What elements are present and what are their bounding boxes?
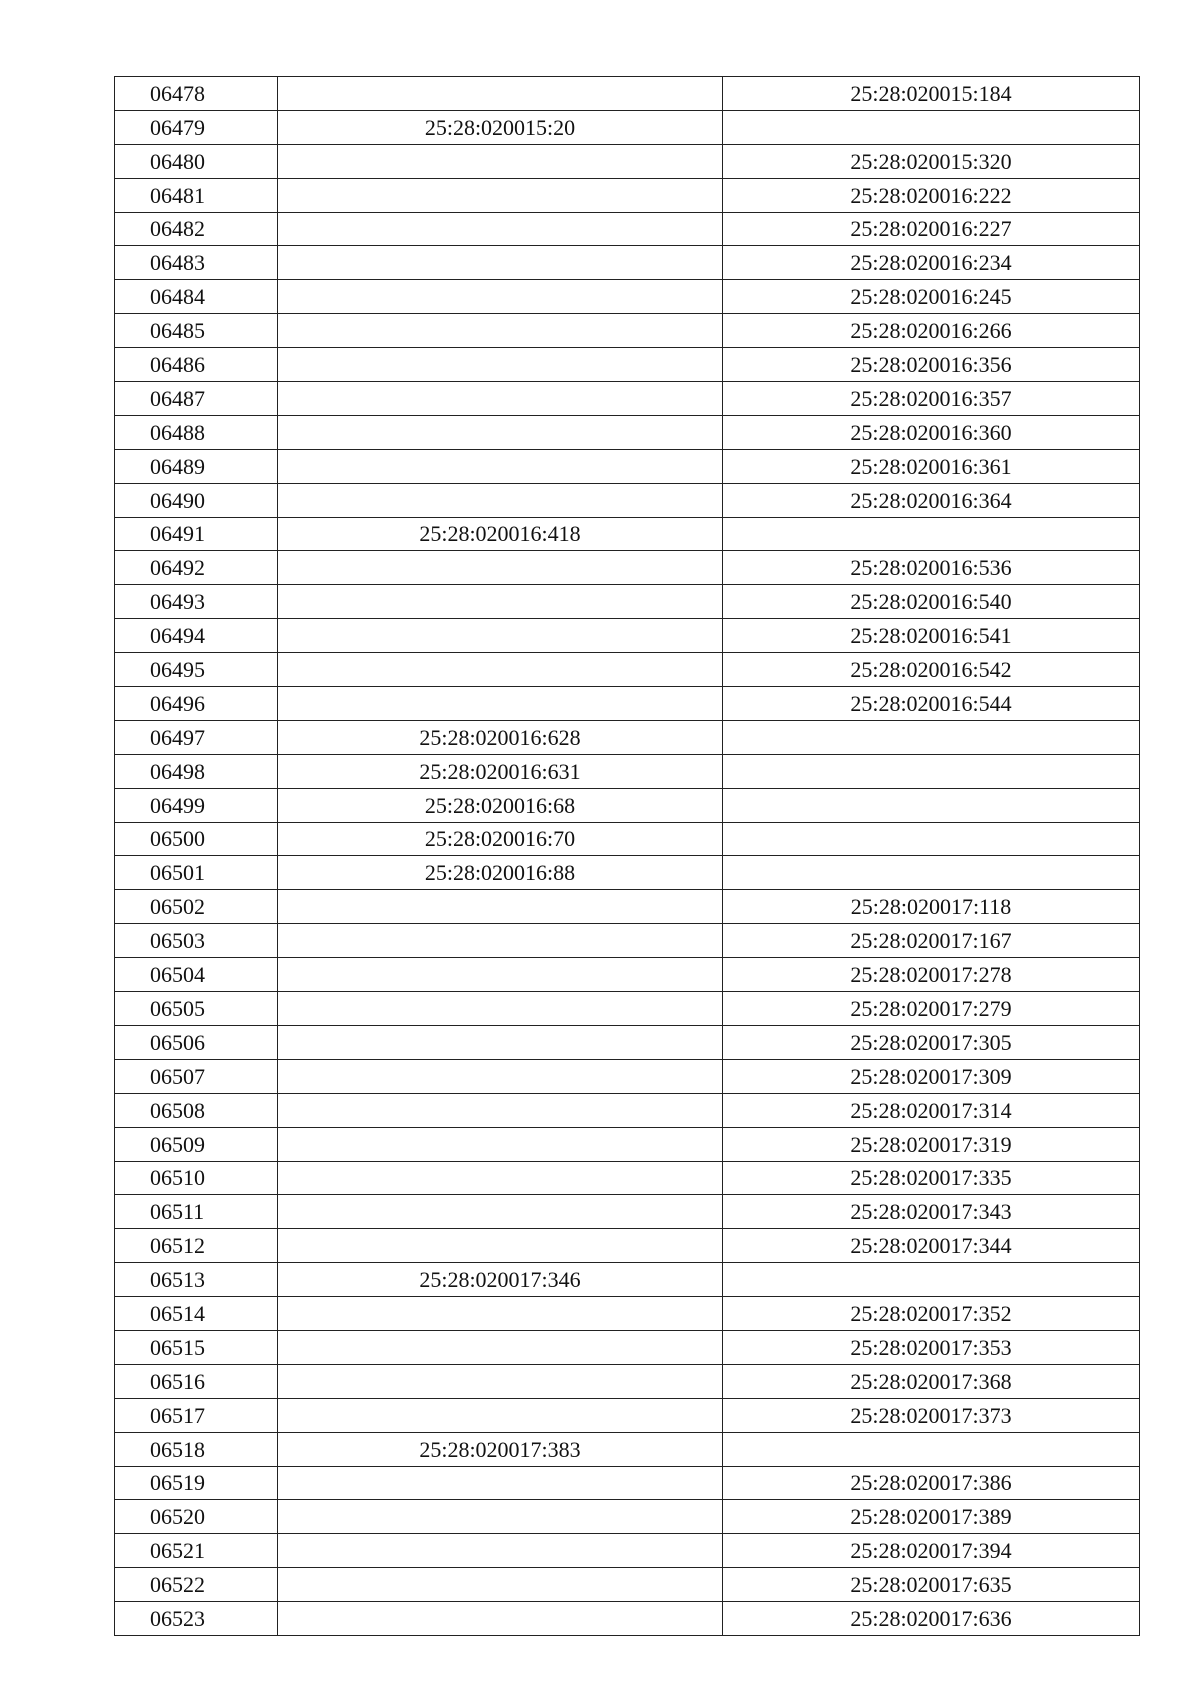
cadastral-number-b: 25:28:020016:541 — [850, 623, 1012, 649]
row-number-cell: 06491 — [115, 517, 278, 551]
cadastral-number-cell-b — [723, 754, 1140, 788]
cadastral-number-b: 25:28:020017:343 — [850, 1199, 1012, 1225]
cadastral-number-cell-a — [278, 1568, 723, 1602]
row-number-cell: 06520 — [115, 1500, 278, 1534]
row-number-cell: 06508 — [115, 1093, 278, 1127]
cadastral-number-cell-b — [723, 1229, 1140, 1263]
cadastral-number-cell-a — [278, 280, 723, 314]
cadastral-number-cell-b — [723, 958, 1140, 992]
cadastral-number-b: 25:28:020017:373 — [850, 1402, 1012, 1428]
row-number-cell: 06502 — [115, 890, 278, 924]
cadastral-number-cell-a — [278, 890, 723, 924]
cadastral-number-a: 25:28:020015:20 — [424, 114, 576, 140]
cadastral-number-cell-b — [723, 856, 1140, 890]
table-row — [115, 212, 1140, 246]
cadastral-number-cell-a — [278, 1330, 723, 1364]
cadastral-number-cell-a — [278, 246, 723, 280]
cadastral-number-b: 25:28:020017:394 — [850, 1538, 1012, 1564]
cadastral-number-b: 25:28:020017:636 — [850, 1605, 1012, 1631]
cadastral-number-cell-b — [723, 551, 1140, 585]
cadastral-number-cell-a — [278, 110, 723, 144]
cadastral-number-b: 25:28:020016:357 — [850, 385, 1012, 411]
table-row — [115, 822, 1140, 856]
cadastral-number-cell-b — [723, 1432, 1140, 1466]
cadastral-number-cell-a — [278, 348, 723, 382]
cadastral-number-table — [114, 76, 1140, 1636]
cadastral-number-cell-b — [723, 1466, 1140, 1500]
cadastral-number-cell-a — [278, 958, 723, 992]
cadastral-number-b: 25:28:020017:635 — [850, 1572, 1012, 1598]
cadastral-number-cell-b — [723, 280, 1140, 314]
row-number-cell: 06498 — [115, 754, 278, 788]
row-number-cell: 06507 — [115, 1059, 278, 1093]
cadastral-number-b: 25:28:020017:167 — [850, 928, 1012, 954]
cadastral-number-cell-b — [723, 619, 1140, 653]
row-number-cell: 06516 — [115, 1364, 278, 1398]
table-row — [115, 1466, 1140, 1500]
row-number-cell: 06497 — [115, 720, 278, 754]
table-row — [115, 77, 1140, 111]
cadastral-number-cell-a — [278, 619, 723, 653]
cadastral-number-cell-b — [723, 1161, 1140, 1195]
cadastral-number-b: 25:28:020017:278 — [850, 962, 1012, 988]
table-row — [115, 110, 1140, 144]
cadastral-number-cell-a — [278, 1059, 723, 1093]
cadastral-number-cell-a — [278, 178, 723, 212]
cadastral-number-cell-b — [723, 585, 1140, 619]
cadastral-number-b: 25:28:020016:356 — [850, 352, 1012, 378]
row-number-cell: 06505 — [115, 992, 278, 1026]
cadastral-number-cell-a — [278, 992, 723, 1026]
table-row — [115, 788, 1140, 822]
row-number-cell: 06492 — [115, 551, 278, 585]
row-number-cell: 06490 — [115, 483, 278, 517]
cadastral-number-cell-b — [723, 1568, 1140, 1602]
cadastral-number-cell-b — [723, 77, 1140, 111]
cadastral-number-cell-a — [278, 1195, 723, 1229]
cadastral-number-cell-a — [278, 1466, 723, 1500]
cadastral-number-cell-a — [278, 1297, 723, 1331]
table-row — [115, 754, 1140, 788]
row-number-cell: 06514 — [115, 1297, 278, 1331]
table-row — [115, 958, 1140, 992]
row-number-cell: 06506 — [115, 1025, 278, 1059]
cadastral-number-a: 25:28:020017:346 — [419, 1267, 581, 1293]
table-row — [115, 856, 1140, 890]
cadastral-number-b: 25:28:020017:319 — [850, 1131, 1012, 1157]
table-row — [115, 415, 1140, 449]
table-row — [115, 483, 1140, 517]
row-number-cell: 06495 — [115, 653, 278, 687]
cadastral-number-b: 25:28:020015:184 — [850, 80, 1012, 106]
cadastral-number-b: 25:28:020016:542 — [850, 657, 1012, 683]
table-row — [115, 1297, 1140, 1331]
row-number-cell: 06503 — [115, 924, 278, 958]
row-number-cell: 06504 — [115, 958, 278, 992]
table-row — [115, 992, 1140, 1026]
row-number-cell: 06479 — [115, 110, 278, 144]
table-row — [115, 890, 1140, 924]
row-number-cell: 06493 — [115, 585, 278, 619]
cadastral-number-b: 25:28:020017:389 — [850, 1504, 1012, 1530]
cadastral-number-b: 25:28:020016:234 — [850, 250, 1012, 276]
row-number-cell: 06521 — [115, 1534, 278, 1568]
cadastral-number-a: 25:28:020016:418 — [419, 521, 581, 547]
cadastral-number-a: 25:28:020016:88 — [424, 860, 576, 886]
cadastral-number-cell-a — [278, 483, 723, 517]
cadastral-number-a: 25:28:020017:383 — [419, 1436, 581, 1462]
cadastral-number-b: 25:28:020017:353 — [850, 1334, 1012, 1360]
cadastral-number-cell-a — [278, 449, 723, 483]
cadastral-number-cell-a — [278, 551, 723, 585]
row-number-cell: 06512 — [115, 1229, 278, 1263]
row-number-cell: 06500 — [115, 822, 278, 856]
cadastral-number-b: 25:28:020017:118 — [850, 894, 1012, 920]
table-row — [115, 1364, 1140, 1398]
cadastral-number-cell-b — [723, 348, 1140, 382]
cadastral-number-cell-a — [278, 1534, 723, 1568]
cadastral-number-b: 25:28:020016:360 — [850, 419, 1012, 445]
cadastral-number-b: 25:28:020016:540 — [850, 589, 1012, 615]
row-number-cell: 06485 — [115, 314, 278, 348]
table-row — [115, 687, 1140, 721]
cadastral-number-cell-a — [278, 1161, 723, 1195]
cadastral-number-cell-a — [278, 1432, 723, 1466]
table-row — [115, 1161, 1140, 1195]
cadastral-number-cell-b — [723, 1127, 1140, 1161]
cadastral-number-b: 25:28:020017:352 — [850, 1300, 1012, 1326]
cadastral-number-cell-a — [278, 144, 723, 178]
cadastral-number-cell-b — [723, 314, 1140, 348]
table-row — [115, 144, 1140, 178]
row-number-cell: 06496 — [115, 687, 278, 721]
cadastral-number-cell-b — [723, 1263, 1140, 1297]
cadastral-number-cell-a — [278, 1025, 723, 1059]
cadastral-number-cell-b — [723, 144, 1140, 178]
table-row — [115, 382, 1140, 416]
cadastral-number-b: 25:28:020016:364 — [850, 487, 1012, 513]
table-row — [115, 1195, 1140, 1229]
row-number-cell: 06523 — [115, 1602, 278, 1636]
table-body — [115, 77, 1140, 1636]
table-row — [115, 178, 1140, 212]
row-number-cell: 06483 — [115, 246, 278, 280]
cadastral-number-cell-a — [278, 415, 723, 449]
cadastral-number-cell-a — [278, 1093, 723, 1127]
cadastral-number-a: 25:28:020016:628 — [419, 724, 581, 750]
cadastral-number-cell-a — [278, 382, 723, 416]
table-row — [115, 619, 1140, 653]
table-row — [115, 246, 1140, 280]
cadastral-number-cell-b — [723, 1398, 1140, 1432]
table-row — [115, 1263, 1140, 1297]
cadastral-number-cell-a — [278, 1364, 723, 1398]
cadastral-number-b: 25:28:020015:320 — [850, 148, 1012, 174]
table-row — [115, 551, 1140, 585]
table-row — [115, 348, 1140, 382]
cadastral-number-b: 25:28:020016:361 — [850, 453, 1012, 479]
table-row — [115, 1025, 1140, 1059]
row-number-cell: 06513 — [115, 1263, 278, 1297]
cadastral-number-b: 25:28:020017:368 — [850, 1368, 1012, 1394]
cadastral-number-b: 25:28:020016:227 — [850, 216, 1012, 242]
row-number-cell: 06522 — [115, 1568, 278, 1602]
table-row — [115, 1127, 1140, 1161]
row-number-cell: 06480 — [115, 144, 278, 178]
cadastral-number-cell-a — [278, 77, 723, 111]
cadastral-number-cell-b — [723, 822, 1140, 856]
cadastral-number-cell-b — [723, 212, 1140, 246]
cadastral-number-b: 25:28:020017:305 — [850, 1029, 1012, 1055]
row-number-cell: 06499 — [115, 788, 278, 822]
cadastral-number-cell-b — [723, 449, 1140, 483]
table-row — [115, 1059, 1140, 1093]
table-row — [115, 449, 1140, 483]
row-number-cell: 06517 — [115, 1398, 278, 1432]
cadastral-number-cell-a — [278, 720, 723, 754]
cadastral-number-b: 25:28:020017:309 — [850, 1063, 1012, 1089]
cadastral-number-cell-a — [278, 314, 723, 348]
cadastral-number-a: 25:28:020016:631 — [419, 758, 581, 784]
cadastral-number-cell-b — [723, 1025, 1140, 1059]
cadastral-number-a: 25:28:020016:68 — [424, 792, 576, 818]
cadastral-number-b: 25:28:020016:245 — [850, 284, 1012, 310]
row-number-cell: 06518 — [115, 1432, 278, 1466]
cadastral-number-cell-a — [278, 585, 723, 619]
row-number-cell: 06510 — [115, 1161, 278, 1195]
table-row — [115, 1500, 1140, 1534]
table-row — [115, 720, 1140, 754]
cadastral-number-cell-a — [278, 653, 723, 687]
cadastral-number-cell-b — [723, 890, 1140, 924]
cadastral-number-b: 25:28:020017:335 — [850, 1165, 1012, 1191]
cadastral-number-cell-a — [278, 517, 723, 551]
cadastral-number-cell-b — [723, 720, 1140, 754]
cadastral-number-b: 25:28:020017:386 — [850, 1470, 1012, 1496]
cadastral-number-cell-a — [278, 822, 723, 856]
cadastral-number-cell-a — [278, 1127, 723, 1161]
cadastral-number-cell-a — [278, 924, 723, 958]
cadastral-number-cell-b — [723, 483, 1140, 517]
table-row — [115, 1432, 1140, 1466]
table-row — [115, 1398, 1140, 1432]
row-number-cell: 06488 — [115, 415, 278, 449]
cadastral-number-cell-b — [723, 1602, 1140, 1636]
cadastral-number-cell-b — [723, 382, 1140, 416]
table-row — [115, 1568, 1140, 1602]
cadastral-number-cell-b — [723, 415, 1140, 449]
cadastral-number-cell-a — [278, 1500, 723, 1534]
cadastral-number-b: 25:28:020016:536 — [850, 555, 1012, 581]
cadastral-number-cell-a — [278, 212, 723, 246]
table-row — [115, 924, 1140, 958]
cadastral-number-cell-b — [723, 1534, 1140, 1568]
cadastral-number-cell-a — [278, 1229, 723, 1263]
cadastral-number-cell-a — [278, 754, 723, 788]
cadastral-number-cell-b — [723, 1297, 1140, 1331]
cadastral-number-b: 25:28:020016:222 — [850, 182, 1012, 208]
cadastral-number-cell-b — [723, 1500, 1140, 1534]
table-row — [115, 585, 1140, 619]
row-number-cell: 06478 — [115, 77, 278, 111]
cadastral-number-cell-b — [723, 1195, 1140, 1229]
table-row — [115, 314, 1140, 348]
table-row — [115, 1093, 1140, 1127]
table-row — [115, 1330, 1140, 1364]
row-number-cell: 06487 — [115, 382, 278, 416]
row-number-cell: 06509 — [115, 1127, 278, 1161]
cadastral-number-cell-b — [723, 1330, 1140, 1364]
cadastral-number-cell-b — [723, 1059, 1140, 1093]
cadastral-number-cell-b — [723, 1364, 1140, 1398]
cadastral-number-cell-b — [723, 687, 1140, 721]
cadastral-number-cell-b — [723, 924, 1140, 958]
cadastral-number-cell-a — [278, 856, 723, 890]
row-number-cell: 06481 — [115, 178, 278, 212]
cadastral-number-cell-b — [723, 992, 1140, 1026]
cadastral-number-b: 25:28:020016:544 — [850, 690, 1012, 716]
cadastral-number-cell-b — [723, 1093, 1140, 1127]
row-number-cell: 06482 — [115, 212, 278, 246]
cadastral-number-cell-a — [278, 1398, 723, 1432]
row-number-cell: 06515 — [115, 1330, 278, 1364]
cadastral-number-b: 25:28:020017:279 — [850, 995, 1012, 1021]
cadastral-number-cell-b — [723, 653, 1140, 687]
table-row — [115, 280, 1140, 314]
row-number-cell: 06484 — [115, 280, 278, 314]
cadastral-number-cell-b — [723, 788, 1140, 822]
cadastral-number-cell-a — [278, 687, 723, 721]
row-number-cell: 06494 — [115, 619, 278, 653]
cadastral-number-cell-b — [723, 110, 1140, 144]
cadastral-number-b: 25:28:020017:314 — [850, 1097, 1012, 1123]
cadastral-number-cell-a — [278, 788, 723, 822]
cadastral-number-cell-a — [278, 1263, 723, 1297]
cadastral-number-cell-a — [278, 1602, 723, 1636]
cadastral-number-a: 25:28:020016:70 — [424, 826, 576, 852]
cadastral-number-cell-b — [723, 246, 1140, 280]
table-row — [115, 517, 1140, 551]
cadastral-number-b: 25:28:020017:344 — [850, 1233, 1012, 1259]
table-row — [115, 1534, 1140, 1568]
row-number-cell: 06519 — [115, 1466, 278, 1500]
cadastral-number-cell-b — [723, 178, 1140, 212]
cadastral-number-b: 25:28:020016:266 — [850, 318, 1012, 344]
row-number-cell: 06501 — [115, 856, 278, 890]
row-number-cell: 06489 — [115, 449, 278, 483]
cadastral-number-cell-b — [723, 517, 1140, 551]
table-row — [115, 653, 1140, 687]
row-number-cell: 06511 — [115, 1195, 278, 1229]
table-row — [115, 1602, 1140, 1636]
row-number-cell: 06486 — [115, 348, 278, 382]
table-row — [115, 1229, 1140, 1263]
